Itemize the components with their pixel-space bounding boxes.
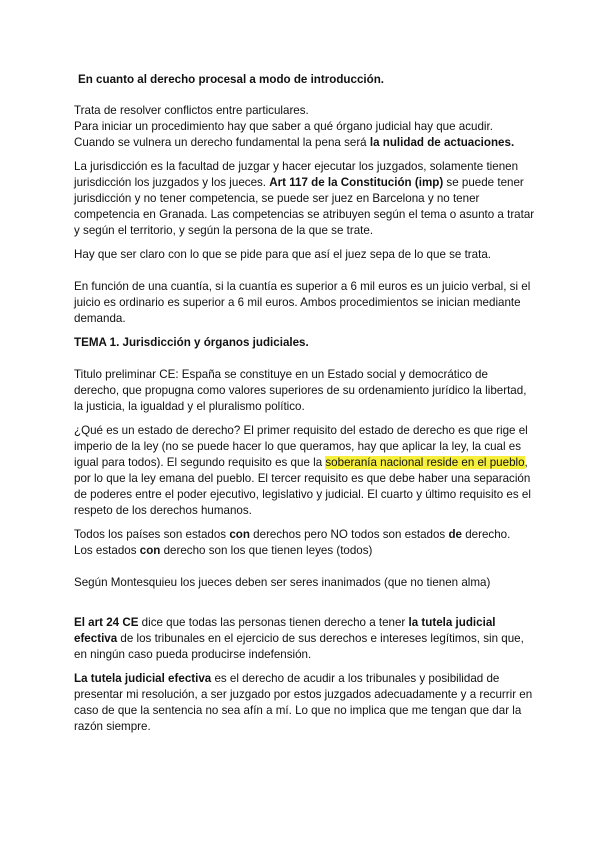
intro-heading: En cuanto al derecho procesal a modo de introducción. bbox=[78, 73, 385, 86]
estados-line-1 bbox=[74, 527, 536, 543]
de-bold: de bbox=[448, 528, 462, 541]
jurisdiccion-paragraph bbox=[74, 159, 536, 239]
tutela-text-b: es el derecho de acudir a los tribunales y posibilidad de presentar mi resolución, a ser juzgado por estos juzgados adecuadamente y a recurrir en caso de que la sentencia no sea afín a mí. Lo que no implica que me tengan que dar la razón siempre. bbox=[74, 672, 533, 733]
nulidad-bold: la nulidad de actuaciones. bbox=[369, 136, 515, 149]
estados-l2-c: derecho son los que tienen leyes (todos) bbox=[160, 544, 373, 557]
art24-text-d: de los tribunales en el ejercicio de sus derechos e intereses legítimos, sin que, en ningún caso pueda producirse indefensión. bbox=[74, 632, 524, 661]
estados-l2-a: Los estados bbox=[74, 544, 140, 557]
estados-l1-e: derecho. bbox=[461, 528, 511, 541]
estados-line-2 bbox=[74, 543, 536, 559]
tutela-paragraph bbox=[74, 671, 536, 735]
intro-line-2: Para iniciar un procedimiento hay que saber a qué órgano judicial hay que acudir. bbox=[74, 120, 493, 133]
intro-line-3-text: Cuando se vulnera un derecho fundamental la pena será bbox=[74, 136, 370, 149]
intro-line-1: Trata de resolver conflictos entre particulares. bbox=[74, 104, 309, 117]
intro-line-3 bbox=[74, 135, 536, 151]
soberania-highlight: soberanía nacional reside en el pueblo bbox=[325, 456, 525, 469]
tutela-bold-1: la tutela judicial efectiva bbox=[74, 616, 496, 645]
tema-heading: TEMA 1. Jurisdicción y órganos judiciales. bbox=[74, 336, 309, 349]
art24-paragraph bbox=[74, 615, 536, 663]
montesquieu-paragraph: Según Montesquieu los jueces deben ser seres inanimados (que no tienen alma) bbox=[74, 576, 491, 589]
estado-derecho-text-a: ¿Qué es un estado de derecho? El primer requisito del estado de derecho es que rige el imperio de la ley (no se puede hacer lo que queramos, hay que aplicar la ley, la cual es igual para todos). El segundo requisito es que la bbox=[74, 424, 528, 469]
intro-paragraph bbox=[74, 103, 536, 151]
jurisdiccion-text-a: La jurisdicción es la facultad de juzgar y hacer ejecutar los juzgados, solamente tienen jurisdicción los juzgados y los jueces. bbox=[74, 160, 519, 189]
cuantia-paragraph: En función de una cuantía, si la cuantía es superior a 6 mil euros es un juicio verbal, si el juicio es ordinario es superior a 6 mil euros. Ambos procedimientos se inician mediante demanda. bbox=[74, 280, 531, 325]
con-bold-2: con bbox=[139, 544, 161, 557]
estados-paragraph bbox=[74, 527, 536, 559]
tutela-bold-2: La tutela judicial efectiva bbox=[74, 672, 212, 685]
estados-l1-a: Todos los países son estados bbox=[74, 528, 230, 541]
estado-derecho-text-b: , por lo que la ley emana del pueblo. El tercer requisito es que debe haber una separación de poderes entre el poder ejecutivo, legislativo y judicial. El cuarto y último requisito es el respeto de los derechos humanos. bbox=[74, 456, 531, 517]
art117-bold: Art 117 de la Constitución (imp) bbox=[269, 176, 444, 189]
art24-bold: El art 24 CE bbox=[74, 616, 139, 629]
art24-text-b: dice que todas las personas tienen derecho a tener bbox=[138, 616, 409, 629]
estado-derecho-paragraph bbox=[74, 423, 536, 519]
claridad-paragraph: Hay que ser claro con lo que se pide para que así el juez sepa de lo que se trata. bbox=[74, 248, 491, 261]
titulo-preliminar-paragraph: Titulo preliminar CE: España se constituye en un Estado social y democrático de derecho, que propugna como valores superiores de su ordenamiento jurídico la libertad, la justicia, la igualdad y el pluralismo político. bbox=[74, 368, 527, 413]
estados-l1-c: derechos pero NO todos son estados bbox=[249, 528, 449, 541]
jurisdiccion-text-c: se puede tener jurisdicción y no tener competencia, se puede ser juez en Barcelona y no tener competencia en Granada. Las competencias se atribuyen según el tema o asunto a tratar y según el territorio, y según la persona de la que se trate. bbox=[74, 176, 535, 237]
con-bold-1: con bbox=[229, 528, 250, 541]
